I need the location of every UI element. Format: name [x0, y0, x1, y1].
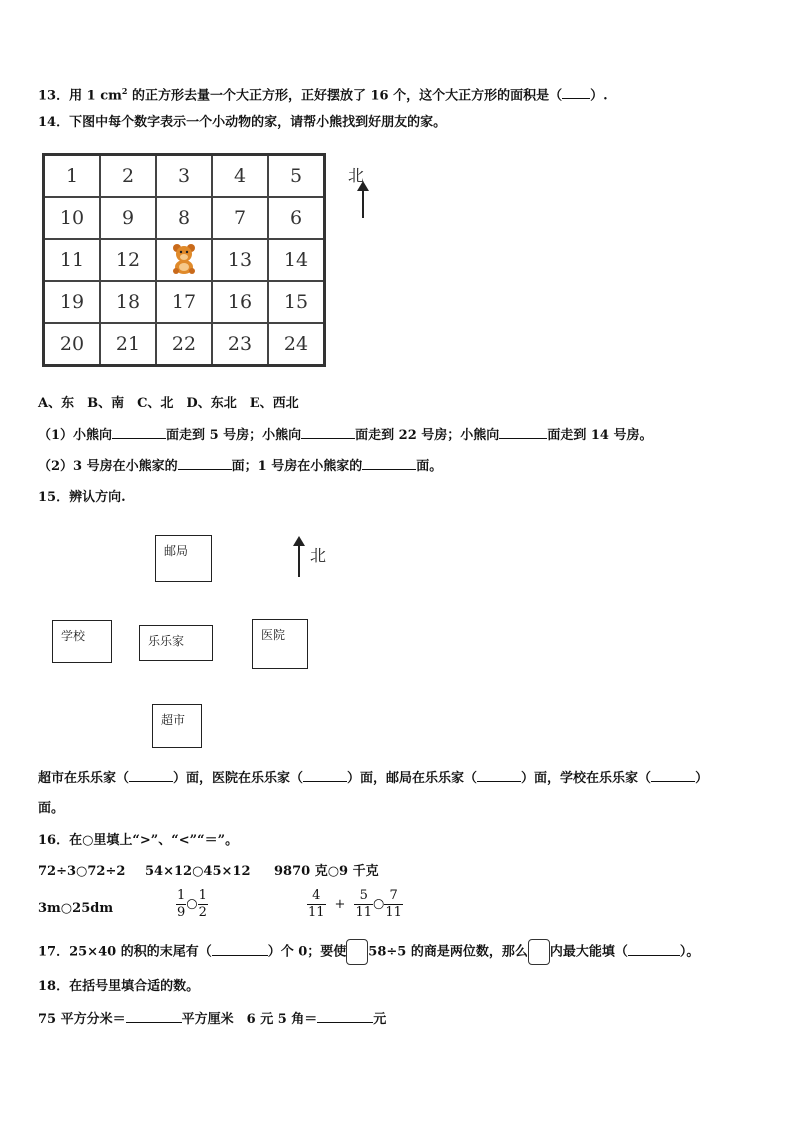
q13-sup: 2	[121, 86, 128, 96]
house-number-cell: 23	[212, 323, 268, 366]
fraction-7-11: $\frac{7}{11}$	[385, 888, 402, 920]
fraction-1-2: $\frac{1}{2}$	[198, 888, 207, 920]
post-office-box	[155, 535, 212, 582]
school-box	[52, 620, 112, 663]
q17-b: ）个 0；要使	[267, 944, 347, 960]
grid-row	[44, 155, 325, 198]
post-office-label: 邮局	[164, 544, 189, 558]
house-number-cell: 18	[100, 281, 156, 323]
q17-e: ）。	[679, 944, 700, 960]
grid-row	[44, 197, 325, 239]
q15-blank-4[interactable]	[651, 769, 695, 782]
q16-row-1-item-1: 72÷3○72÷2	[38, 864, 126, 879]
question-17	[38, 939, 699, 965]
q17-square-box-1[interactable]	[346, 939, 368, 965]
house-number-cell: 11	[44, 239, 101, 281]
q14-sub1-d: 面走到 14 号房。	[547, 428, 653, 443]
q14-sub2-c: 面。	[416, 459, 443, 474]
grid-row	[44, 323, 325, 366]
q17-c: 58÷5 的商是两位数，那么	[368, 944, 528, 960]
q15-ans-a: 超市在乐乐家（	[38, 771, 130, 786]
house-grid	[42, 153, 326, 367]
q18-text: 在括号里填合适的数。	[69, 979, 200, 994]
compare-circle-1[interactable]: ○	[186, 896, 198, 912]
q14-sub1-blank-2[interactable]	[301, 426, 355, 439]
q15-blank-1[interactable]	[129, 769, 173, 782]
hospital-box	[252, 619, 308, 669]
q16-fraction-compare-2	[307, 888, 403, 921]
q14-sub2	[38, 457, 442, 476]
q18-a: 75 平方分米＝	[38, 1012, 126, 1027]
q14-sub2-blank-2[interactable]	[362, 457, 416, 470]
q16-row-1-item-2: 54×12○45×12	[145, 864, 251, 879]
q14-north-label: 北	[348, 166, 365, 185]
house-number-cell: 24	[268, 323, 325, 366]
fraction-4-11: $\frac{4}{11}$	[308, 888, 325, 920]
supermarket-box	[152, 704, 202, 748]
house-number-cell: 13	[212, 239, 268, 281]
q16-text: 在○里填上“>”、“<”“＝”。	[69, 833, 239, 848]
house-number-cell: 10	[44, 197, 101, 239]
bear-icon	[156, 239, 212, 281]
question-14	[38, 114, 446, 132]
question-13	[38, 82, 608, 105]
q15-blank-2[interactable]	[303, 769, 347, 782]
school-label: 学校	[61, 629, 86, 643]
house-number-cell: 4	[212, 155, 268, 198]
q18-c: 元	[373, 1012, 387, 1027]
question-15	[38, 489, 126, 507]
plus-sign: +	[334, 896, 346, 912]
q17-a: 25×40 的积的末尾有（	[69, 944, 212, 960]
q17-blank-2[interactable]	[628, 943, 680, 956]
fraction-5-11: $\frac{5}{11}$	[355, 888, 372, 920]
q14-sub1-blank-3[interactable]	[499, 426, 547, 439]
house-number-cell: 16	[212, 281, 268, 323]
q18-number: 18．	[38, 979, 70, 994]
q14-text: 下图中每个数字表示一个小动物的家，请帮小熊找到好朋友的家。	[69, 115, 447, 130]
q18-line	[38, 1010, 386, 1029]
q15-ans-d: ）面，学校在乐乐家（	[521, 771, 652, 786]
q13-blank[interactable]	[562, 86, 590, 99]
q17-d: 内最大能填（	[549, 944, 628, 960]
house-number-cell: 3	[156, 155, 212, 198]
q14-sub1-blank-1[interactable]	[112, 426, 166, 439]
q15-answer-line	[38, 769, 708, 788]
q18-blank-2[interactable]	[317, 1010, 373, 1023]
house-number-cell: 8	[156, 197, 212, 239]
lele-home-label: 乐乐家	[148, 634, 185, 648]
house-number-cell: 1	[44, 155, 101, 198]
q14-sub2-b: 面；1 号房在小熊家的	[231, 459, 363, 474]
q13-number: 13．	[38, 88, 70, 104]
house-number-cell: 19	[44, 281, 101, 323]
question-18	[38, 978, 199, 996]
grid-row	[44, 239, 325, 281]
q13-text-a: 用 1 cm	[69, 88, 122, 104]
q15-ans-b: ）面，医院在乐乐家（	[173, 771, 304, 786]
q16-fraction-compare-1	[176, 888, 208, 921]
house-number-cell: 12	[100, 239, 156, 281]
q15-north-label: 北	[310, 546, 327, 565]
house-number-cell: 17	[156, 281, 212, 323]
q17-blank-1[interactable]	[212, 943, 268, 956]
house-number-cell: 7	[212, 197, 268, 239]
q16-row-2-item-1: 3m○25dm	[38, 901, 114, 916]
q15-ans-c: ）面，邮局在乐乐家（	[347, 771, 478, 786]
house-number-cell: 6	[268, 197, 325, 239]
house-number-cell: 5	[268, 155, 325, 198]
q17-number: 17．	[38, 944, 70, 960]
q15-number: 15．	[38, 490, 70, 505]
q13-text-b: 的正方形去量一个大正方形，正好摆放了 16 个，这个大正方形的面积是（	[127, 88, 563, 104]
q14-north-arrow-icon	[362, 190, 364, 218]
q14-number: 14．	[38, 115, 70, 130]
house-number-cell: 22	[156, 323, 212, 366]
compare-circle-2[interactable]: ○	[373, 896, 385, 912]
house-number-cell: 14	[268, 239, 325, 281]
q15-ans-e: ）	[695, 771, 709, 786]
q15-north-arrow-icon	[298, 545, 300, 577]
house-number-cell: 9	[100, 197, 156, 239]
q18-blank-1[interactable]	[126, 1010, 182, 1023]
grid-row	[44, 281, 325, 323]
question-16	[38, 832, 238, 850]
hospital-label: 医院	[261, 628, 286, 642]
house-number-cell: 20	[44, 323, 101, 366]
q18-b: 平方厘米 6 元 5 角＝	[181, 1012, 318, 1027]
q14-sub1-b: 面走到 5 号房；小熊向	[166, 428, 302, 443]
q14-sub1-a: （1）小熊向	[38, 428, 113, 443]
lele-home-box	[139, 625, 213, 661]
fraction-1-9: $\frac{1}{9}$	[177, 888, 186, 920]
q17-square-box-2[interactable]	[528, 939, 550, 965]
house-number-cell: 21	[100, 323, 156, 366]
house-number-cell: 15	[268, 281, 325, 323]
q14-sub1	[38, 426, 652, 445]
q16-row-1-item-3: 9870 克○9 千克	[274, 864, 379, 879]
q14-sub1-c: 面走到 22 号房；小熊向	[355, 428, 500, 443]
house-number-cell: 2	[100, 155, 156, 198]
q14-sub2-blank-1[interactable]	[178, 457, 232, 470]
q13-text-c: ）.	[590, 88, 608, 104]
q14-options: A、东 B、南 C、北 D、东北 E、西北	[38, 396, 299, 411]
q15-text: 辨认方向.	[69, 490, 126, 505]
q15-answer-end: 面。	[38, 801, 65, 816]
q14-sub2-a: （2）3 号房在小熊家的	[38, 459, 178, 474]
supermarket-label: 超市	[161, 713, 186, 727]
q16-number: 16．	[38, 833, 70, 848]
q15-blank-3[interactable]	[477, 769, 521, 782]
